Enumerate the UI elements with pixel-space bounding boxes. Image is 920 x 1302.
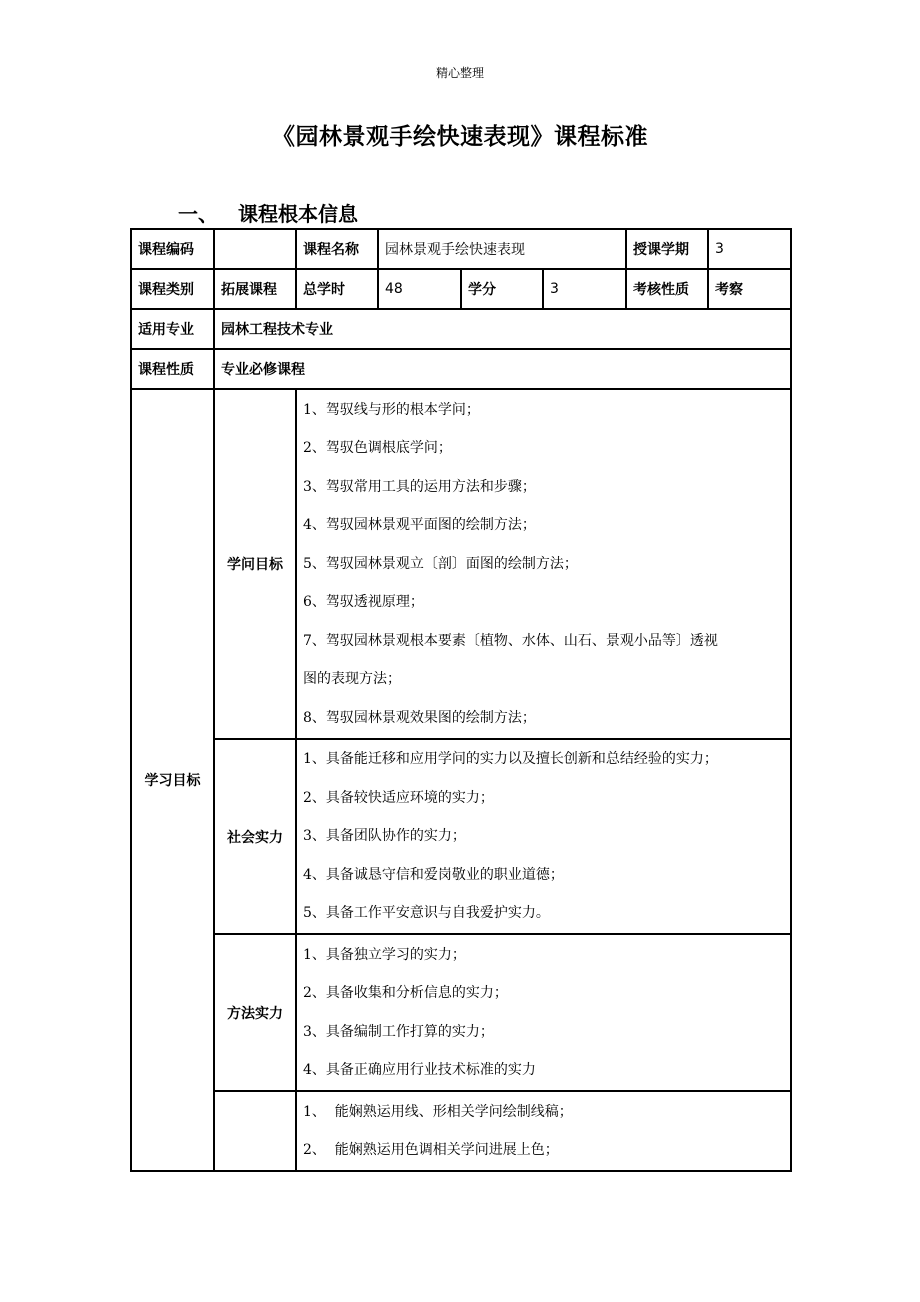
- list-item: 图的表现方法；: [303, 671, 401, 688]
- table-row: [131, 389, 791, 739]
- section-title: 课程根本信息: [238, 202, 358, 226]
- major-label: 适用专业: [131, 309, 214, 349]
- list-item: 6、驾驭透视原理；: [303, 594, 424, 611]
- assessment-label: 考核性质: [626, 269, 708, 309]
- list-item: 7、驾驭园林景观根本要素〔植物、水体、山石、景观小品等〕透视: [303, 632, 718, 649]
- total-hours-label: 总学时: [296, 269, 378, 309]
- list-item: 2、 能娴熟运用色调相关学问进展上色；: [303, 1142, 559, 1158]
- list-item: 2、具备收集和分析信息的实力；: [303, 985, 508, 1001]
- credit-label: 学分: [461, 269, 543, 309]
- list-item: 2、驾驭色调根底学问；: [303, 440, 452, 457]
- skill-objectives-label: [214, 1091, 296, 1171]
- list-item: 1、具备独立学习的实力；: [303, 946, 466, 963]
- list-item: 1、 能娴熟运用线、形相关学问绘制线稿；: [303, 1103, 573, 1120]
- document-title: 《园林景观手绘快速表现》课程标准: [272, 124, 648, 150]
- table-row: [131, 229, 791, 269]
- knowledge-objectives-list: [296, 389, 791, 739]
- course-nature-value: 专业必修课程: [214, 349, 791, 389]
- course-type-value: 拓展课程: [214, 269, 296, 309]
- term-value: 3: [708, 229, 791, 269]
- course-nature-label: 课程性质: [131, 349, 214, 389]
- method-ability-label: 方法实力: [214, 934, 296, 1091]
- section-number: 一、: [178, 202, 218, 226]
- list-item: 4、驾驭园林景观平面图的绘制方法；: [303, 517, 536, 534]
- table-row: [131, 934, 791, 1091]
- table-row: [131, 349, 791, 389]
- list-item: 2、具备较快适应环境的实力；: [303, 789, 494, 806]
- course-type-label: 课程类别: [131, 269, 214, 309]
- list-item: 3、具备编制工作打算的实力；: [303, 1023, 494, 1040]
- table-row: [131, 309, 791, 349]
- course-code-value: [214, 229, 296, 269]
- list-item: 5、驾驭园林景观立〔剖〕面图的绘制方法；: [303, 555, 578, 572]
- social-ability-label: 社会实力: [214, 739, 296, 934]
- course-info-table: [130, 228, 792, 1172]
- list-item: 1、驾驭线与形的根本学问；: [303, 401, 480, 418]
- list-item: 3、驾驭常用工具的运用方法和步骤；: [303, 478, 536, 495]
- section-heading: [178, 198, 358, 227]
- term-label: 授课学期: [626, 229, 708, 269]
- list-item: 8、驾驭园林景观效果图的绘制方法；: [303, 709, 536, 726]
- page-header: 精心整理: [435, 66, 484, 80]
- method-ability-list: [296, 934, 791, 1091]
- skill-objectives-list: [296, 1091, 791, 1171]
- list-item: 3、具备团队协作的实力；: [303, 828, 466, 845]
- course-code-label: 课程编码: [131, 229, 214, 269]
- table-row: [131, 1091, 791, 1171]
- total-hours-value: 48: [378, 269, 461, 309]
- table-row: [131, 269, 791, 309]
- major-value: 园林工程技术专业: [214, 309, 791, 349]
- credit-value: 3: [543, 269, 626, 309]
- list-item: 5、具备工作平安意识与自我爱护实力。: [303, 905, 550, 922]
- knowledge-objectives-label: 学问目标: [214, 389, 296, 739]
- list-item: 1、具备能迁移和应用学问的实力以及擅长创新和总结经验的实力；: [303, 751, 718, 768]
- table-row: [131, 739, 791, 934]
- social-ability-list: [296, 739, 791, 934]
- course-name-value: 园林景观手绘快速表现: [378, 229, 626, 269]
- assessment-value: 考察: [708, 269, 791, 309]
- course-name-label: 课程名称: [296, 229, 378, 269]
- list-item: 4、具备诚恳守信和爱岗敬业的职业道德；: [303, 866, 564, 883]
- learning-objectives-label: 学习目标: [131, 389, 214, 1171]
- list-item: 4、具备正确应用行业技术标准的实力: [303, 1062, 536, 1078]
